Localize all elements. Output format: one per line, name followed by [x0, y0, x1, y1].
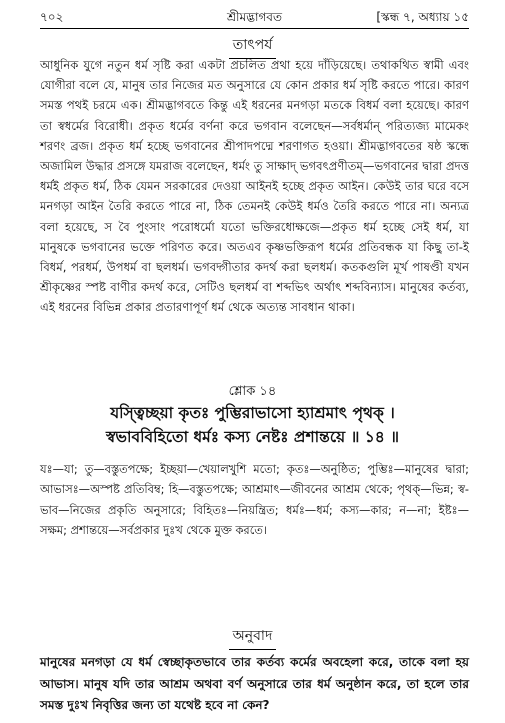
verse-line-2: স্বভাববিহিতো ধর্মঃ কস্য নেষ্টঃ প্রশান্তয়ে ॥ ১৪ ॥ — [105, 428, 400, 446]
translation-heading: অনুবাদ — [0, 624, 505, 650]
synonyms-paragraph: যঃ—যা; তু—বস্তুতপক্ষে; ইচ্ছয়া—খেয়ালখুশি মতো; কৃতঃ—অনুষ্ঠিত; পুম্ভিঃ—মানুষের দ্বারা; আভাসঃ—অস্পষ্ট প্রতিবিম্ব; হি—বস্তুতপক্ষে; আশ্রমাৎ—জীবনের আশ্রম থেকে; পৃথক্—ভিন্ন; স্ব-ভাব—নিজের প্রকৃতি অনুসারে; বিহিতঃ—নিয়ন্ত্রিত; ধর্মঃ—ধর্ম; কস্য—কার; ন—না; ইষ্টঃ—সক্ষম; প্রশান্তয়ে—সর্বপ্রকার দুঃখ থেকে মুক্ত করতে। — [40, 462, 469, 538]
purport-heading: তাৎপর্য — [0, 33, 505, 59]
book-title: শ্রীমদ্ভাগবত — [226, 10, 282, 24]
running-head — [40, 9, 469, 27]
translation-paragraph: মানুষের মনগড়া যে ধর্ম স্বেচ্ছাকৃতভাবে তার কর্তব্য কর্মের অবহেলা করে, তাকে বলা হয় আভাস। মানুষ যদি তার আশ্রম অথবা বর্ণ অনুসারে তার ধর্ম অনুষ্ঠান করে, তা হলে তার সমস্ত দুঃখ নিবৃত্তির জন্য তা যথেষ্ট হবে না কেন? — [40, 655, 469, 712]
synonyms-block — [40, 459, 469, 541]
verse-number: শ্লোক ১৪ — [228, 384, 277, 399]
translation-block — [40, 652, 469, 717]
header-rule — [40, 28, 469, 29]
verse-line-1: যস্ত্বিচ্ছয়া কৃতঃ পুম্ভিরাভাসো হ্যাশ্রমাৎ পৃথক্ । — [110, 404, 395, 422]
purport-paragraph: আধুনিক যুগে নতুন ধর্ম সৃষ্টি করা একটা প্রচলিত প্রথা হয়ে দাঁড়িয়েছে। তথাকথিত স্বামী এবং যোগীরা বলে যে, মানুষ তার নিজের মত অনুসারে যে কোন প্রকার ধর্ম সৃষ্টি করতে পারে। কারণ সমস্ত পথই চরমে এক। শ্রীমদ্ভাগবতে কিন্তু এই ধরনের মনগড়া মতকে বিধর্ম বলা হয়েছে। কারণ তা স্বধর্মের বিরোধী। প্রকৃত ধর্মের বর্ণনা করে ভগবান বলেছেন—সর্বধর্মান্ পরিত্যজ্য মামেকং শরণং ব্রজ। প্রকৃত ধর্ম হচ্ছে ভগবানের শ্রীপাদপদ্মে শরণাগত হওয়া। শ্রীমদ্ভাগবতের ষষ্ঠ স্কন্ধে অজামিল উদ্ধার প্রসঙ্গে যমরাজ বলেছেন, ধর্মং তু সাক্ষাদ্ ভগবৎপ্রণীতম্—ভগবানের দ্বারা প্রদত্ত ধর্মই প্রকৃত ধর্ম, ঠিক যেমন সরকারের দেওয়া আইনই হচ্ছে প্রকৃত আইন। কেউই তার ঘরে বসে মনগড়া আইন তৈরি করতে পারে না, ঠিক তেমনই কেউই ধর্মও তৈরি করতে পারে না। অন্যত্র বলা হয়েছে, স বৈ পুংসাং পরোধর্মো যতো ভক্তিরধোক্ষজে—প্রকৃত ধর্ম হচ্ছে সেই ধর্ম, যা মানুষকে ভগবানের ভক্তে পরিণত করে। অতএব কৃষ্ণভক্তিরূপ ধর্মের প্রতিবন্ধক যা কিছু তা-ই বিধর্ম, পরধর্ম, উপধর্ম বা ছলধর্ম। ভগবদ্গীতার কদর্থ করা ছলধর্ম। কতকগুলি মূর্খ পাষণ্ডী যখন শ্রীকৃষ্ণের স্পষ্ট বাণীর কদর্থ করে, সেটিও ছলধর্ম বা শব্দভিৎ অর্থাৎ শব্দবিন্যাস। মানুষের কর্তব্য, এই ধরনের বিভিন্ন প্রকার প্রতারণাপূর্ণ ধর্ম থেকে অত্যন্ত সাবধান থাকা। — [40, 58, 469, 315]
purport-body — [40, 55, 469, 318]
page-number: ৭০২ — [40, 10, 64, 24]
canto-chapter-reference: [স্কন্ধ ৭, অধ্যায় ১৫ — [376, 10, 469, 24]
